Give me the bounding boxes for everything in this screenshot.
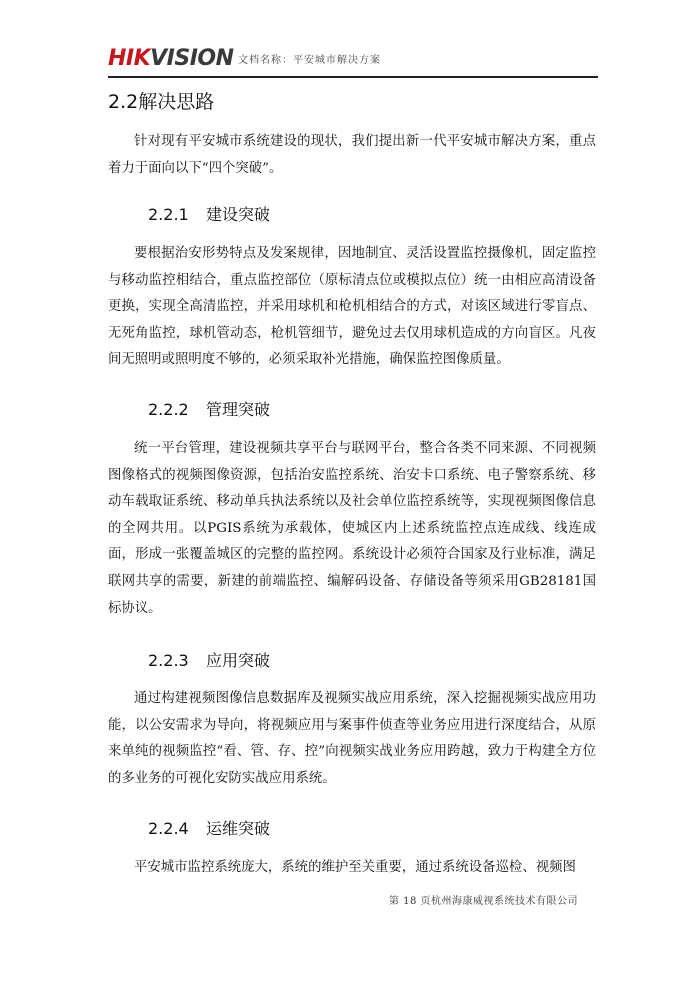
- logo-vision: VISION: [150, 46, 234, 71]
- paragraph-construction: 要根据治安形势特点及发案规律，因地制宜、灵活设置监控摄像机，固定监控与移动监控相结合，重点监控部位（原标清点位或模拟点位）统一由相应高清设备更换，实现全高清监控，并采用球机和枪机相结合的方式，对该区域进行零盲点、无死角监控，球机管动态，枪机管细节，避免过去仅用球机造成的方向盲区。凡夜间无照明或照明度不够的，必须采取补光措施，确保监控图像质量。: [108, 246, 596, 368]
- subsection-title-application: [148, 650, 270, 672]
- document-name: 文档名称：平安城市解决方案: [238, 55, 381, 66]
- subsection-title-construction: [148, 204, 270, 226]
- paragraph-operations: 平安城市监控系统庞大，系统的维护至关重要，通过系统设备巡检、视频图: [134, 860, 576, 875]
- subsection-heading: 运维突破: [206, 819, 271, 838]
- subsection-title-management: [148, 399, 270, 421]
- hikvision-logo: [108, 46, 234, 72]
- paragraph-application: 通过构建视频图像信息数据库及视频实战应用系统，深入挖掘视频实战应用功能，以公安需求为导向，将视频应用与案事件侦查等业务应用进行深度结合，从原来单纯的视频监控“看、管、存、控”向视频实战业务应用跨越，致力于构建全方位的多业务的可视化安防实战应用系统。: [108, 691, 596, 786]
- subsection-heading: 应用突破: [206, 651, 271, 670]
- subsection-number: 2.2.2: [148, 400, 189, 419]
- section-title: 2.2解决思路: [108, 91, 215, 113]
- subsection-heading: 建设突破: [206, 205, 271, 224]
- subsection-number: 2.2.1: [148, 205, 189, 224]
- section-intro: 针对现有平安城市系统建设的现状，我们提出新一代平安城市解决方案，重点着力于面向以下“四个突破”。: [108, 134, 596, 176]
- page-header: [108, 44, 598, 80]
- logo-hik: HIK: [108, 46, 151, 71]
- subsection-title-operations: [148, 818, 270, 840]
- header-divider: [108, 76, 598, 78]
- page-footer: 第 18 页杭州海康威视系统技术有限公司: [388, 896, 578, 907]
- subsection-heading: 管理突破: [206, 400, 271, 419]
- paragraph-management: 统一平台管理，建设视频共享平台与联网平台，整合各类不同来源、不同视频图像格式的视频图像资源，包括治安监控系统、治安卡口系统、电子警察系统、移动车载取证系统、移动单兵执法系统以及社会单位监控系统等，实现视频图像信息的全网共用。以PGIS系统为承载体，使城区内上述系统监控点连成线、线连成面，形成一张覆盖城区的完整的监控网。系统设计必须符合国家及行业标准，满足联网共享的需要，新建的前端监控、编解码设备、存储设备等须采用GB28181国标协议。: [108, 441, 596, 616]
- subsection-number: 2.2.4: [148, 819, 189, 838]
- subsection-number: 2.2.3: [148, 651, 189, 670]
